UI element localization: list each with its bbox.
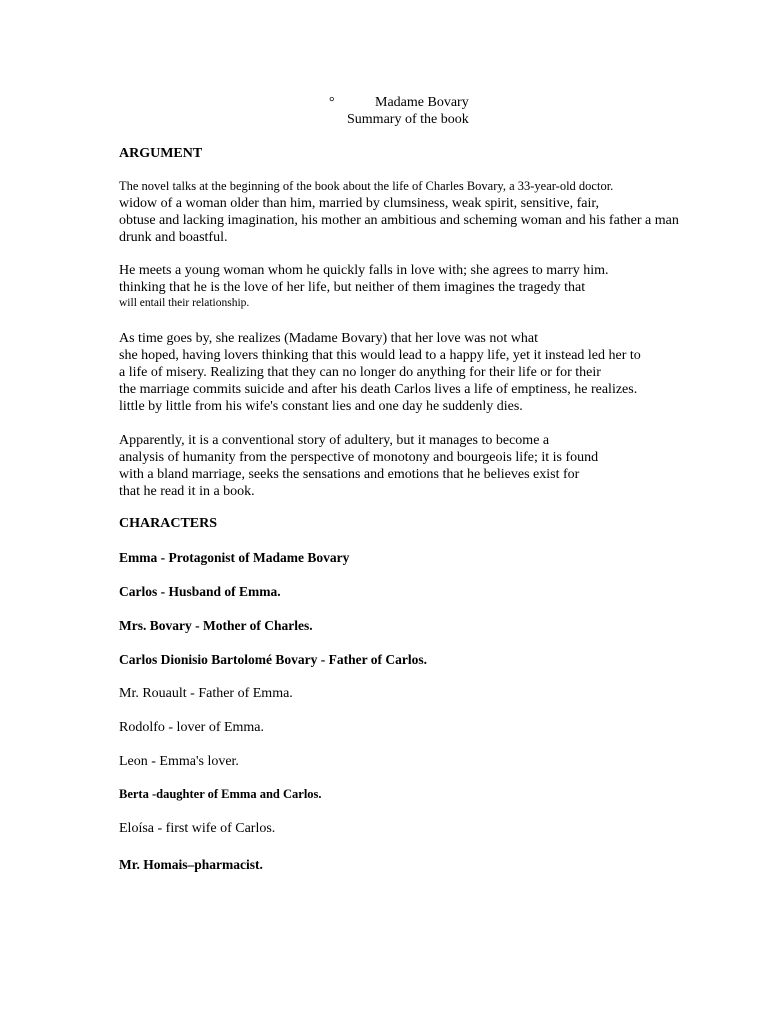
character-leon: Leon - Emma's lover. [119, 754, 239, 769]
argument-p2-line2: thinking that he is the love of her life, but neither of them imagines the tragedy that [119, 280, 586, 295]
argument-p3-line3: a life of misery. Realizing that they can no longer do anything for their life or for their [119, 365, 601, 380]
argument-p2-line1: He meets a young woman whom he quickly falls in love with; she agrees to marry him. [119, 263, 609, 278]
character-berta: Berta -daughter of Emma and Carlos. [119, 787, 322, 801]
argument-p4-line3: with a bland marriage, seeks the sensations and emotions that he believes exist for [119, 467, 580, 482]
character-eloisa: Eloísa - first wife of Carlos. [119, 821, 276, 836]
character-homais: Mr. Homais–pharmacist. [119, 857, 263, 872]
character-carlos: Carlos - Husband of Emma. [119, 584, 281, 599]
argument-p3-line5: little by little from his wife's constant lies and one day he suddenly dies. [119, 399, 523, 414]
degree-symbol: ° [329, 95, 335, 110]
argument-p1-line1: The novel talks at the beginning of the book about the life of Charles Bovary, a 33-year-old doctor. [119, 179, 614, 193]
document-title: Madame Bovary [375, 95, 469, 110]
argument-p3-line2: she hoped, having lovers thinking that this would lead to a happy life, yet it instead led her to [119, 348, 641, 363]
argument-p1-line2: widow of a woman older than him, married by clumsiness, weak spirit, sensitive, fair, [119, 196, 599, 211]
characters-heading: CHARACTERS [119, 516, 218, 531]
character-mrs-bovary: Mrs. Bovary - Mother of Charles. [119, 618, 313, 633]
character-rouault: Mr. Rouault - Father of Emma. [119, 686, 293, 701]
character-carlos-father: Carlos Dionisio Bartolomé Bovary - Father of Carlos. [119, 652, 427, 667]
character-emma: Emma - Protagonist of Madame Bovary [119, 550, 350, 565]
document-subtitle: Summary of the book [347, 112, 469, 127]
argument-p4-line2: analysis of humanity from the perspective of monotony and bourgeois life; it is found [119, 450, 599, 465]
argument-p4-line1: Apparently, it is a conventional story of adultery, but it manages to become a [119, 433, 550, 448]
argument-p3-line1: As time goes by, she realizes (Madame Bovary) that her love was not what [119, 331, 538, 346]
argument-heading: ARGUMENT [119, 146, 203, 161]
argument-p2-line3: will entail their relationship. [119, 297, 250, 309]
argument-p1-line3: obtuse and lacking imagination, his mother an ambitious and scheming woman and his father a man [119, 213, 679, 228]
character-rodolfo: Rodolfo - lover of Emma. [119, 720, 265, 735]
argument-p1-line4: drunk and boastful. [119, 230, 228, 245]
argument-p4-line4: that he read it in a book. [119, 484, 255, 499]
argument-p3-line4: the marriage commits suicide and after his death Carlos lives a life of emptiness, he realizes. [119, 382, 638, 397]
